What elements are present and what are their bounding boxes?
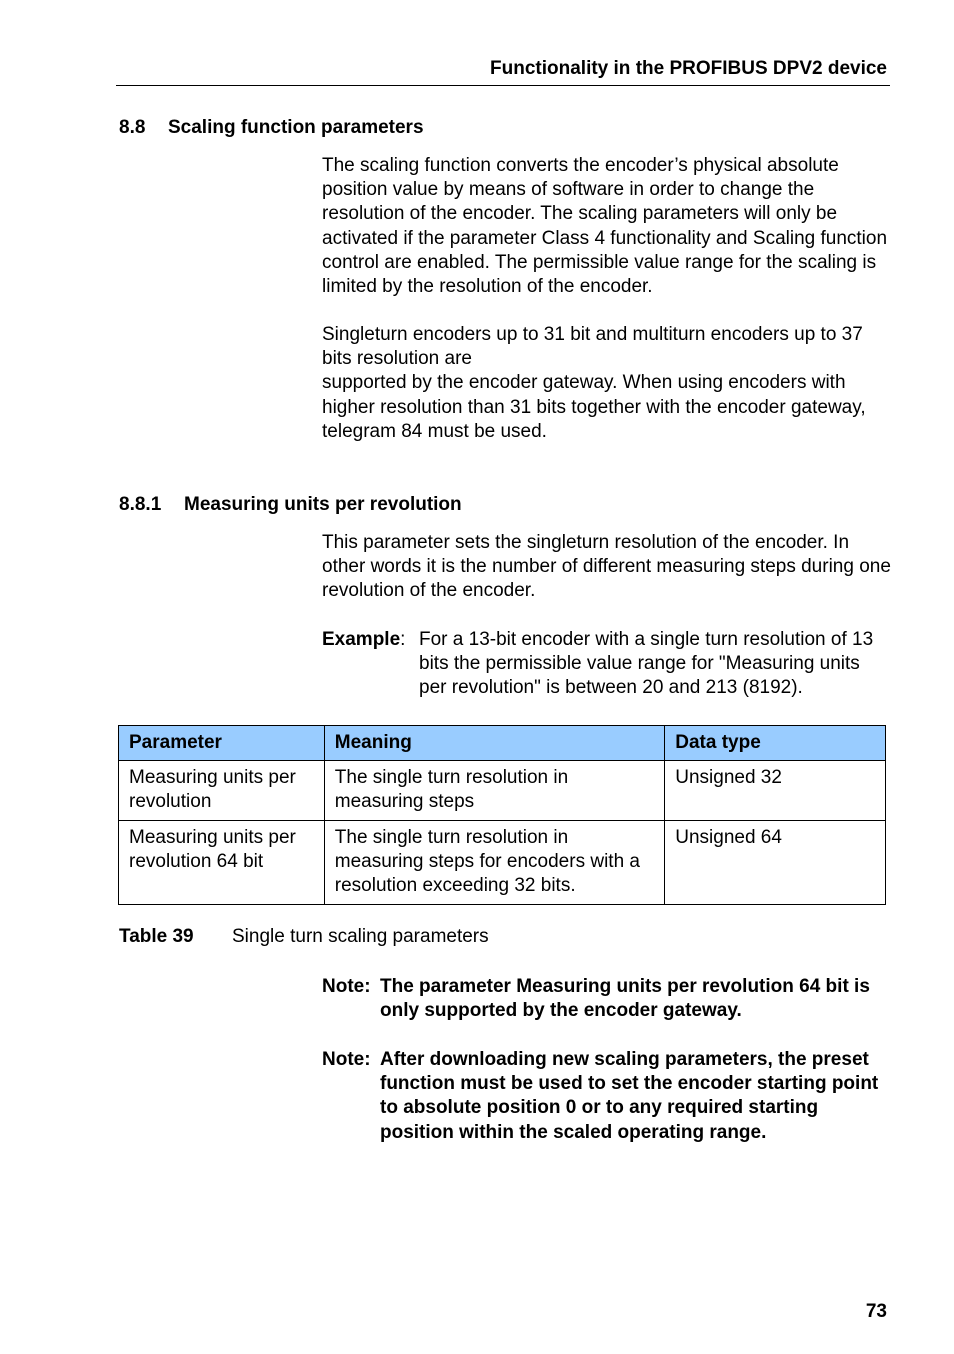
note-label: Note:: [322, 1049, 371, 1070]
example-label-text: Example: [322, 629, 401, 650]
subsection-number: 8.8.1: [119, 494, 162, 515]
scaling-parameters-table: [118, 725, 886, 905]
table-caption-label: Table 39: [119, 926, 194, 947]
measuring-units-description: This parameter sets the singleturn resolution of the encoder. In other words it is the number of different measuring steps during one revolution of the encoder.: [322, 532, 891, 602]
note-label: Note:: [322, 976, 371, 997]
encoder-support-line1: Singleturn encoders up to 31 bit and multiturn encoders up to 37 bits resolution are: [322, 324, 863, 370]
section-body-paragraph: [322, 154, 892, 299]
note-text: After downloading new scaling parameters, the preset function must be used to set the encoder starting point to absolute position 0 or to any required starting position within the scaled operating range.: [380, 1049, 879, 1143]
encoder-support-paragraph: [322, 323, 892, 444]
section-heading: Scaling function parameters: [168, 117, 424, 138]
table-header-cell: Meaning: [324, 726, 664, 761]
header-divider: [116, 85, 890, 86]
subsection-heading: Measuring units per revolution: [184, 494, 462, 515]
table-caption-text: Single turn scaling parameters: [232, 926, 489, 947]
intro-paragraph: The scaling function converts the encoder’s physical absolute position value by means of software in order to change the resolution of the encoder. The scaling parameters will only be activated if the parameter Class 4 functionality and Scaling function control are enabled. The permissible value range for the scaling is limited by the resolution of the encoder.: [322, 155, 888, 298]
page-number: 73: [865, 1301, 887, 1322]
table-header-cell: Data type: [665, 726, 886, 761]
table-cell: The single turn resolution in measuring steps: [324, 761, 664, 821]
table-cell: Unsigned 64: [665, 821, 886, 905]
table-row: [119, 761, 886, 821]
table-cell: Measuring units per revolution 64 bit: [119, 821, 325, 905]
table-cell: Unsigned 32: [665, 761, 886, 821]
note-text: The parameter Measuring units per revolution 64 bit is only supported by the encoder gateway.: [380, 976, 870, 1022]
encoder-support-line2: supported by the encoder gateway. When using encoders with higher resolution than 31 bits together with the encoder gateway, telegram 84 must be used.: [322, 372, 866, 442]
table-row: [119, 821, 886, 905]
subsection-body-paragraph: [322, 531, 892, 604]
section-number: 8.8: [119, 117, 146, 138]
running-header-title: Functionality in the PROFIBUS DPV2 device: [490, 58, 887, 79]
table-header-row: [119, 726, 886, 761]
table-header-cell: Parameter: [119, 726, 325, 761]
table-cell: Measuring units per revolution: [119, 761, 325, 821]
example-text: For a 13-bit encoder with a single turn resolution of 13 bits the permissible value range for "Measuring units per revolution" is between 20 and 213 (8192).: [419, 629, 874, 699]
example-label: [322, 628, 405, 652]
table-cell: The single turn resolution in measuring steps for encoders with a resolution exceeding 32 bits.: [324, 821, 664, 905]
example-label-colon: :: [400, 629, 406, 650]
